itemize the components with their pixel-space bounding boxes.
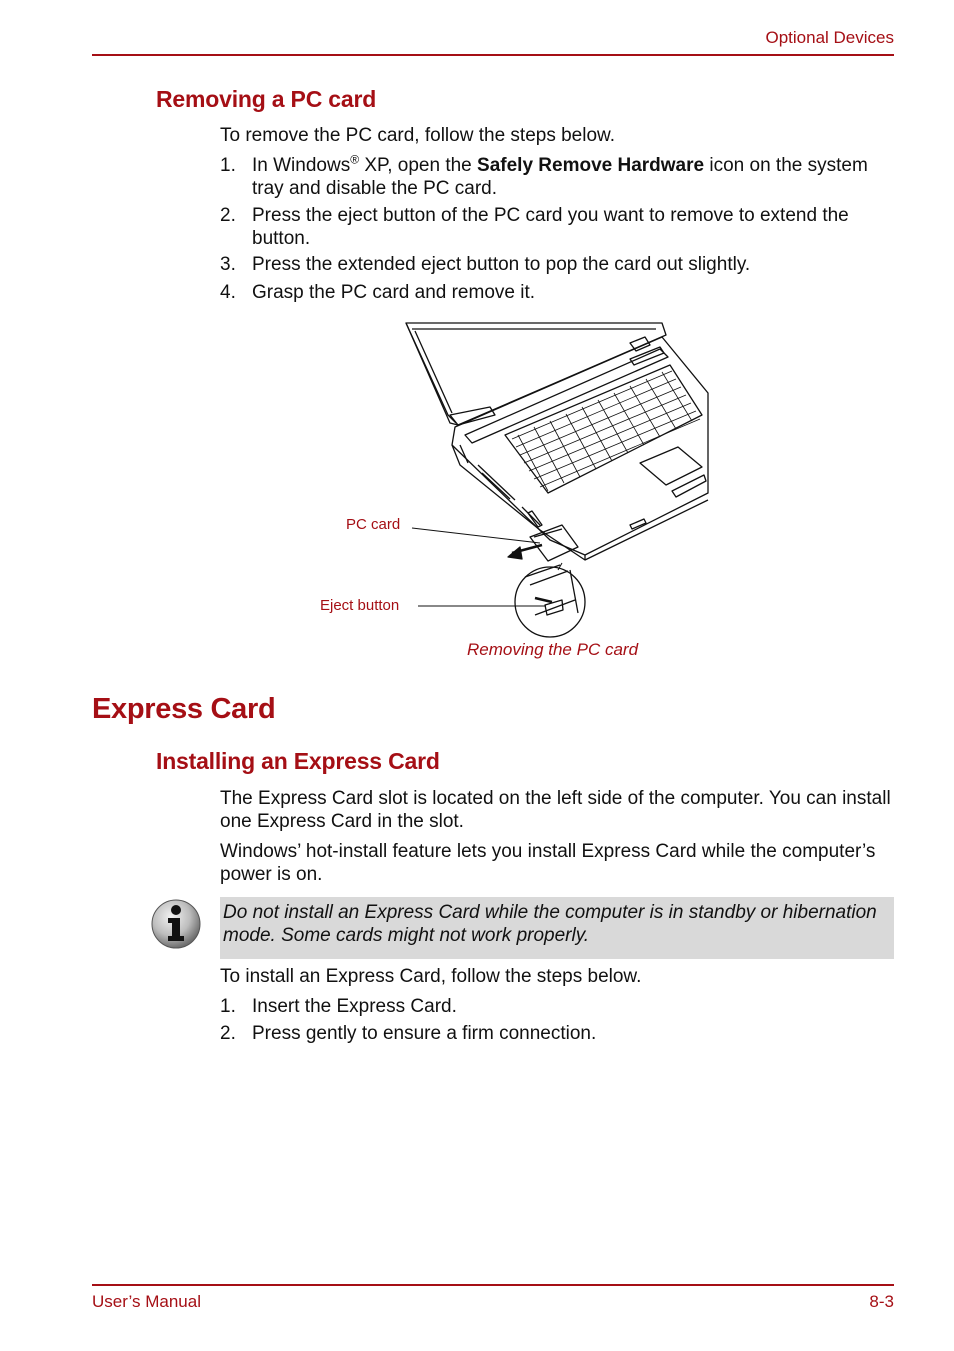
info-icon [150,898,202,950]
removing-intro: To remove the PC card, follow the steps below. [220,125,615,146]
subheading-installing-express-card: Installing an Express Card [156,748,440,774]
step-number: 3. [220,254,236,275]
figure-label-eject-button: Eject button [320,597,400,614]
footer-rule [92,1284,894,1286]
step-number: 2. [220,205,236,226]
figure-label-pc-card: PC card [346,516,401,533]
express-para-1: The Express Card slot is located on the left side of the computer. You can install one Express Card in the slot. [220,788,891,832]
removing-step-1 [252,154,897,200]
laptop-pc-card-illustration [300,315,720,645]
step1-text-b: XP, open the [359,155,478,176]
footer-page-number: 8-3 [869,1292,894,1311]
express-intro: To install an Express Card, follow the steps below. [220,966,642,987]
removing-step-4: Grasp the PC card and remove it. [252,282,536,303]
note-text: Do not install an Express Card while the computer is in standby or hibernation mode. Some cards might not work properly. [223,902,877,946]
step1-text-c: icon on the system tray and disable the PC card. [252,155,868,199]
express-step-2: Press gently to ensure a firm connection. [252,1023,597,1044]
step-number: 1. [220,996,236,1017]
registered-mark: ® [350,152,360,167]
safely-remove-hardware-label: Safely Remove Hardware [477,155,705,176]
section-heading-express-card: Express Card [92,693,276,725]
removing-step-3: Press the extended eject button to pop the card out slightly. [252,254,751,275]
removing-step-2: Press the eject button of the PC card you want to remove to extend the button. [252,205,849,249]
step-number: 1. [220,155,236,176]
step-number: 2. [220,1023,236,1044]
header-rule [92,54,894,56]
express-para-2: Windows’ hot-install feature lets you install Express Card while the computer’s power is on. [220,841,876,885]
step-number: 4. [220,282,236,303]
express-step-1: Insert the Express Card. [252,996,457,1017]
figure-caption: Removing the PC card [467,640,639,659]
footer-manual-title: User’s Manual [92,1292,201,1311]
header-section-title: Optional Devices [765,28,894,47]
section-heading-removing: Removing a PC card [156,86,377,112]
step1-text-a: In Windows [252,155,351,176]
